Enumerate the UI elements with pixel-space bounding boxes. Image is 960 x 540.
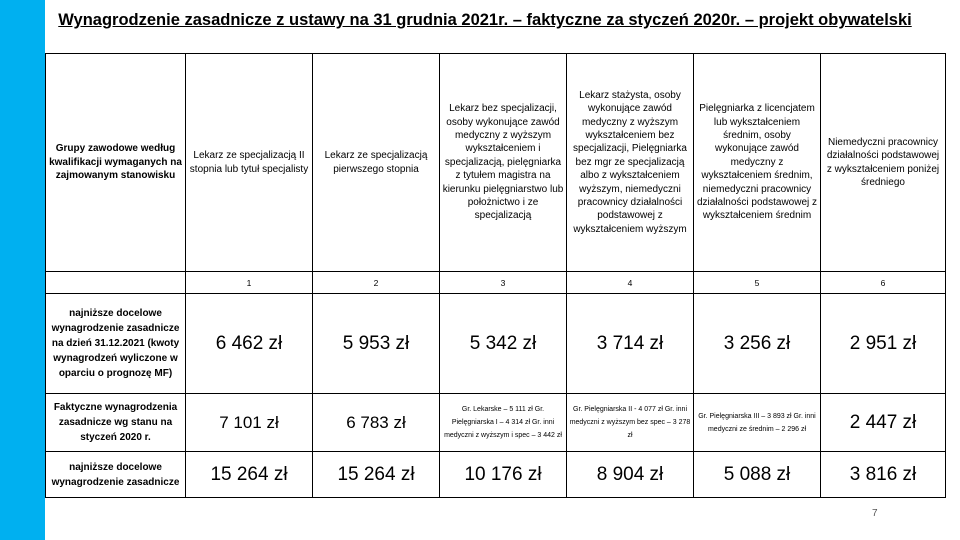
header-row <box>46 54 946 272</box>
header-cell: Niemedyczni pracownicy działalności podstawowej z wykształceniem poniżej średniego <box>821 54 946 272</box>
table-row <box>46 294 946 394</box>
table-cell: 6 783 zł <box>313 394 440 452</box>
row-label: najniższe docelowe wynagrodzenie zasadnicze <box>46 452 186 498</box>
header-cell: Lekarz bez specjalizacji, osoby wykonujące zawód medyczny z wyższym wykształceniem i specjalizacją, pielęgniarka z tytułem magistra na kierunku pielęgniarstwo lub położnictwo i ze specjalizacją <box>440 54 567 272</box>
table-cell: 10 176 zł <box>440 452 567 498</box>
table-cell: 8 904 zł <box>567 452 694 498</box>
table-cell: 3 816 zł <box>821 452 946 498</box>
slide-title: Wynagrodzenie zasadnicze z ustawy na 31 grudnia 2021r. – faktyczne za styczeń 2020r. – projekt obywatelski <box>58 11 912 29</box>
table-row <box>46 394 946 452</box>
table-cell: 15 264 zł <box>313 452 440 498</box>
table-cell: Gr. Pielęgniarska II - 4 077 zł Gr. inni medyczni z wyższym bez spec – 3 278 zł <box>567 394 694 452</box>
wage-table <box>45 53 946 498</box>
header-cell: Pielęgniarka z licencjatem lub wykształceniem średnim, osoby wykonujące zawód medyczny z wykształceniem średnim, niemedyczni pracownicy działalności podstawowej z wykształceniem średnim <box>694 54 821 272</box>
column-number: 1 <box>186 272 313 294</box>
table-row <box>46 452 946 498</box>
column-number: 4 <box>567 272 694 294</box>
row-label: najniższe docelowe wynagrodzenie zasadnicze na dzień 31.12.2021 (kwoty wynagrodzeń wyliczone w oparciu o prognozę MF) <box>46 294 186 394</box>
table-cell: Gr. Lekarske – 5 111 zł Gr. Pielęgniarska I – 4 314 zł Gr. inni medyczni z wyższym i spec – 3 442 zł <box>440 394 567 452</box>
page-number: 7 <box>872 508 878 519</box>
table-cell: 7 101 zł <box>186 394 313 452</box>
table-cell: 3 714 zł <box>567 294 694 394</box>
table-cell: 5 088 zł <box>694 452 821 498</box>
table-cell: 3 256 zł <box>694 294 821 394</box>
table-cell: 5 342 zł <box>440 294 567 394</box>
accent-bar <box>0 0 45 540</box>
column-number: 5 <box>694 272 821 294</box>
table-cell: 5 953 zł <box>313 294 440 394</box>
column-number-row <box>46 272 946 294</box>
table-cell: 6 462 zł <box>186 294 313 394</box>
header-cell-group: Grupy zawodowe według kwalifikacji wymaganych na zajmowanym stanowisku <box>46 54 186 272</box>
table-cell: Gr. Pielęgniarska III – 3 893 zł Gr. inni medyczni ze średnim – 2 296 zł <box>694 394 821 452</box>
table-cell: 2 951 zł <box>821 294 946 394</box>
row-label: Faktyczne wynagrodzenia zasadnicze wg stanu na styczeń 2020 r. <box>46 394 186 452</box>
column-number: 6 <box>821 272 946 294</box>
table-cell: 15 264 zł <box>186 452 313 498</box>
column-number: 2 <box>313 272 440 294</box>
column-number: 3 <box>440 272 567 294</box>
empty-cell <box>46 272 186 294</box>
header-cell: Lekarz ze specjalizacją II stopnia lub tytuł specjalisty <box>186 54 313 272</box>
header-cell: Lekarz stażysta, osoby wykonujące zawód medyczny z wyższym wykształceniem bez specjalizacji, Pielęgniarka bez mgr ze specjalizacją albo z wykształceniem wyższym, niemedyczni pracownicy działalności podstawowej z wykształceniem wyższym <box>567 54 694 272</box>
table-cell: 2 447 zł <box>821 394 946 452</box>
header-cell: Lekarz ze specjalizacją pierwszego stopnia <box>313 54 440 272</box>
